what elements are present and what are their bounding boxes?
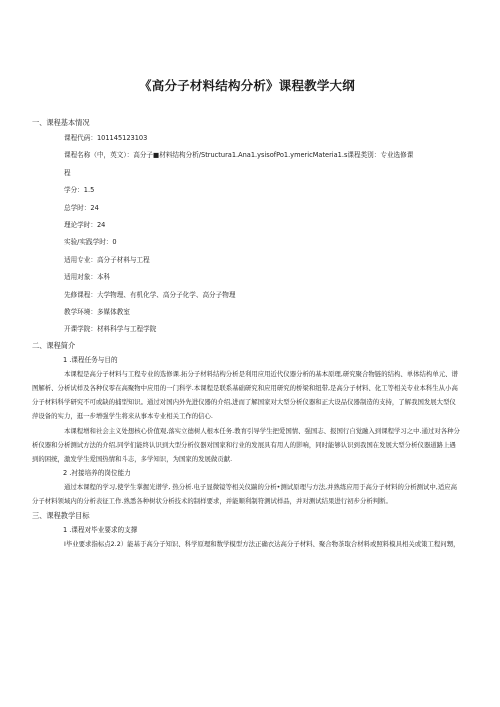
offering-college: 开课学院：材料科学与工程学院: [64, 325, 157, 334]
teaching-environment: 教学环境：多媒体教室: [64, 307, 130, 316]
document-title: 《高分子材料结构分析》课程教学大纲: [139, 78, 355, 93]
theory-hours: 理论学时：24: [64, 220, 106, 229]
section-basic-info: [32, 116, 462, 339]
subsection-heading: 1 .课程任务与目的: [63, 355, 118, 364]
paragraph: 本课程增和社会主义处想核心价值观,落实立德树人根本任务.教育引导学生把爱国情、强国志、报国行自觉融入到课程学习之中.通过对各种分析仪器和分析测试方法的介绍,同学们能终认识到大型分析仪器对国家和行业的发展具有用人的影响，同时能够认识到我国在发展大型分析仪器道路上遇到的困统，激发学生爱国热情和斗志，多学知识，为国家的发展做贡献.: [32, 426, 460, 463]
prerequisites: 先修课程：大学物理、有机化学、高分子化学、高分子物理: [64, 290, 236, 299]
lab-hours: 实验/实践学时：0: [64, 238, 117, 247]
section-course-intro: [32, 339, 462, 509]
paragraph: I毕业要求指标点2.2）能基于高分子知识、科学原理和数学模型方法正确衣达高分子材料、聚合物茶取合材料或照料模具相关或策工程问甥，: [64, 539, 460, 548]
paragraph: 通过本课程的学习,使学生掌握光谱学, 热分析.电子显微镜等相关仪踹的分析•测试原理与方法,并熟练应用于高分子材料的分析测试中,适应高分子材料领域内的分析表征工作.熟悉各种树状分析技术的制样要求，并能顺利制符测试样品，并对测试结果进行初步分析判断。: [32, 483, 458, 506]
subsection-heading: 1 .课程对毕业要求的支撑: [63, 525, 138, 534]
paragraph: 本课程是高分子材料与工程专业的选修课.拓分子材料结构分析是利用应用近代仪器分析的基本原理,研究聚合物链的结构、单体结构单元、谱图解析、分析试样及各种仪零在高聚物中应用的一门科学.本课程是联系基础研究和应用研究的桥梁和纽带,是高分子材料、化工等相关专业本科生从小高分子材料科学研究不可或缺的捕型知识。通过对国内外先进仪器的介绍,进而了解国家对大型分析仪器和正大设品仪器制造的支持，了解我国发展大型仪萍设备的实力，逛一步增强学生将来从事本专业相关工作的信心.: [32, 369, 458, 421]
subsection-heading: 2 .衬接培养的岗位能力: [63, 469, 131, 478]
course-code: 课程代码：101145123103: [64, 134, 148, 142]
course-name-continued: 程: [64, 168, 71, 177]
credits: 学分：1.5: [64, 186, 95, 195]
applicable-major: 适用专业：高分子材料与工程: [64, 255, 150, 264]
target-students: 适用对象：本科: [64, 273, 111, 282]
section-heading: 三、课程教学目标: [32, 510, 90, 520]
section-heading: 二、课程简介: [32, 340, 76, 350]
course-name: 课程名称（中，英文）：高分子■材料结构分析/Structura1.Ana1.ysisofPo1.ymericMateria1.s课程类别：专业选修课: [64, 151, 414, 160]
section-course-objectives: [32, 509, 462, 551]
total-hours: 总学时：24: [64, 203, 99, 212]
section-heading: 一、课程基本情况: [32, 118, 90, 127]
